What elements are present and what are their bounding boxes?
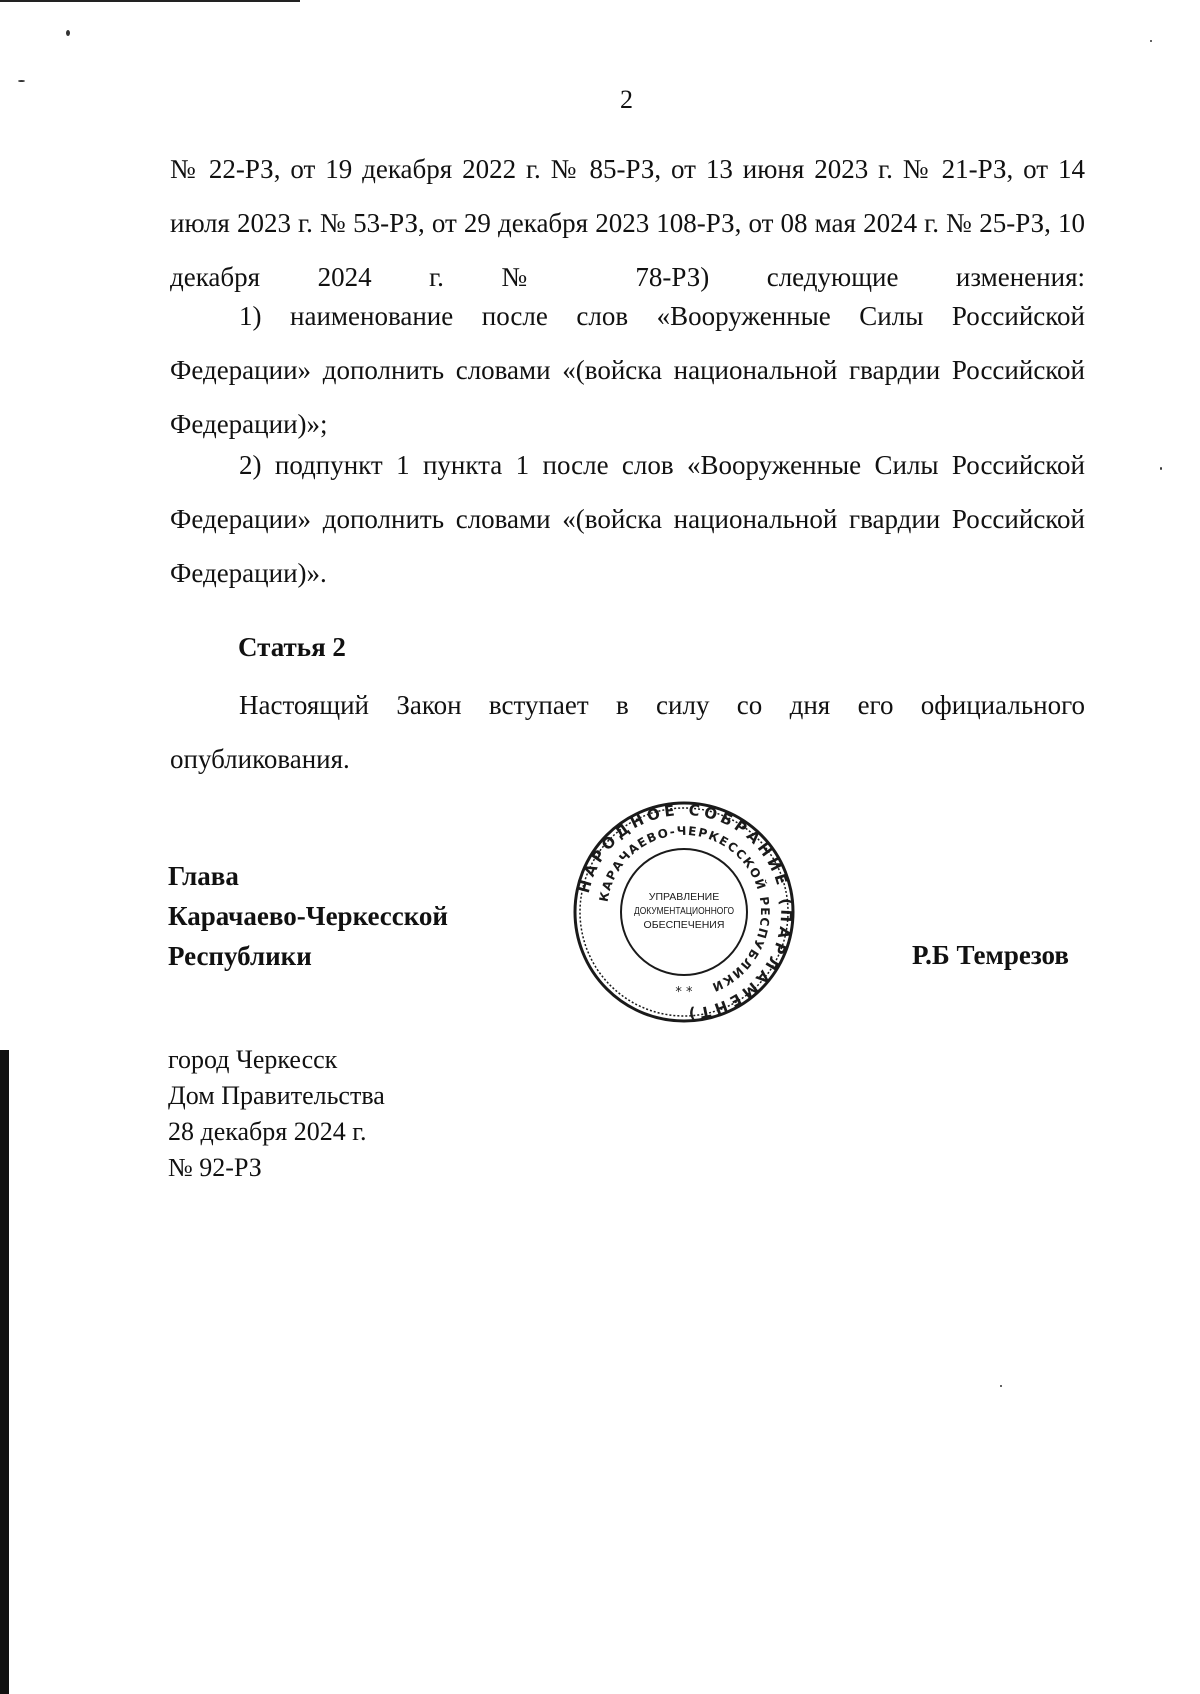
seal-middle-text: КАРАЧАЕВО-ЧЕРКЕССКОЙ РЕСПУБЛИКИ: [596, 823, 773, 995]
scan-speck: [18, 80, 25, 82]
seal-center-line: ДОКУМЕНТАЦИОННОГО: [634, 905, 734, 917]
scan-speck: [1160, 467, 1162, 470]
seal-center-line: ОБЕСПЕЧЕНИЯ: [643, 919, 725, 931]
scan-edge-line: [0, 0, 300, 2]
signatory-title-line: Глава: [168, 861, 239, 891]
official-seal: [572, 800, 796, 1024]
document-date: 28 декабря 2024 г.: [168, 1117, 367, 1146]
article-text: Настоящий Закон вступает в силу со дня его официального опубликования.: [170, 690, 1085, 774]
article-heading: Статья 2: [238, 632, 346, 662]
scan-speck: [1150, 40, 1152, 42]
document-number: № 92-РЗ: [168, 1153, 262, 1182]
seal-stars: * *: [675, 985, 693, 1000]
amendment-item-1: 1) наименование после слов «Вооруженные Силы Российской Федерации» дополнить словами «(войска национальной гвардии Российской Федерации)»;: [170, 301, 1085, 439]
signatory-title-line: Карачаево-Черкесской: [168, 901, 448, 931]
amendment-item-2: 2) подпункт 1 пункта 1 после слов «Вооруженные Силы Российской Федерации» дополнить словами «(войска национальной гвардии Российской Федерации)».: [170, 450, 1085, 588]
signatory-title-line: Республики: [168, 941, 312, 971]
signatory-name: Р.Б Темрезов: [912, 940, 1069, 970]
signatory-title: [168, 856, 448, 976]
scan-speck: [66, 30, 70, 36]
document-footer: [168, 1042, 385, 1186]
document-building: Дом Правительства: [168, 1081, 385, 1110]
intro-paragraph: № 22-РЗ, от 19 декабря 2022 г. № 85-РЗ, от 13 июня 2023 г. № 21-РЗ, от 14 июля 2023 г. № 53-РЗ, от 29 декабря 2023 108-РЗ, от 08 мая 2024 г. № 25-РЗ, 10 декабря 2024 г. № 78-РЗ) следующие изменения:: [170, 154, 1085, 292]
page-number: 2: [620, 85, 633, 114]
seal-outer-text: НАРОДНОЕ СОБРАНИЕ (ПАРЛАМЕНТ): [574, 800, 796, 1024]
scan-edge-bar: [0, 1050, 9, 1694]
scan-speck: [1000, 1385, 1002, 1387]
document-city: город Черкесск: [168, 1045, 338, 1074]
seal-center-line: УПРАВЛЕНИЕ: [648, 891, 720, 903]
